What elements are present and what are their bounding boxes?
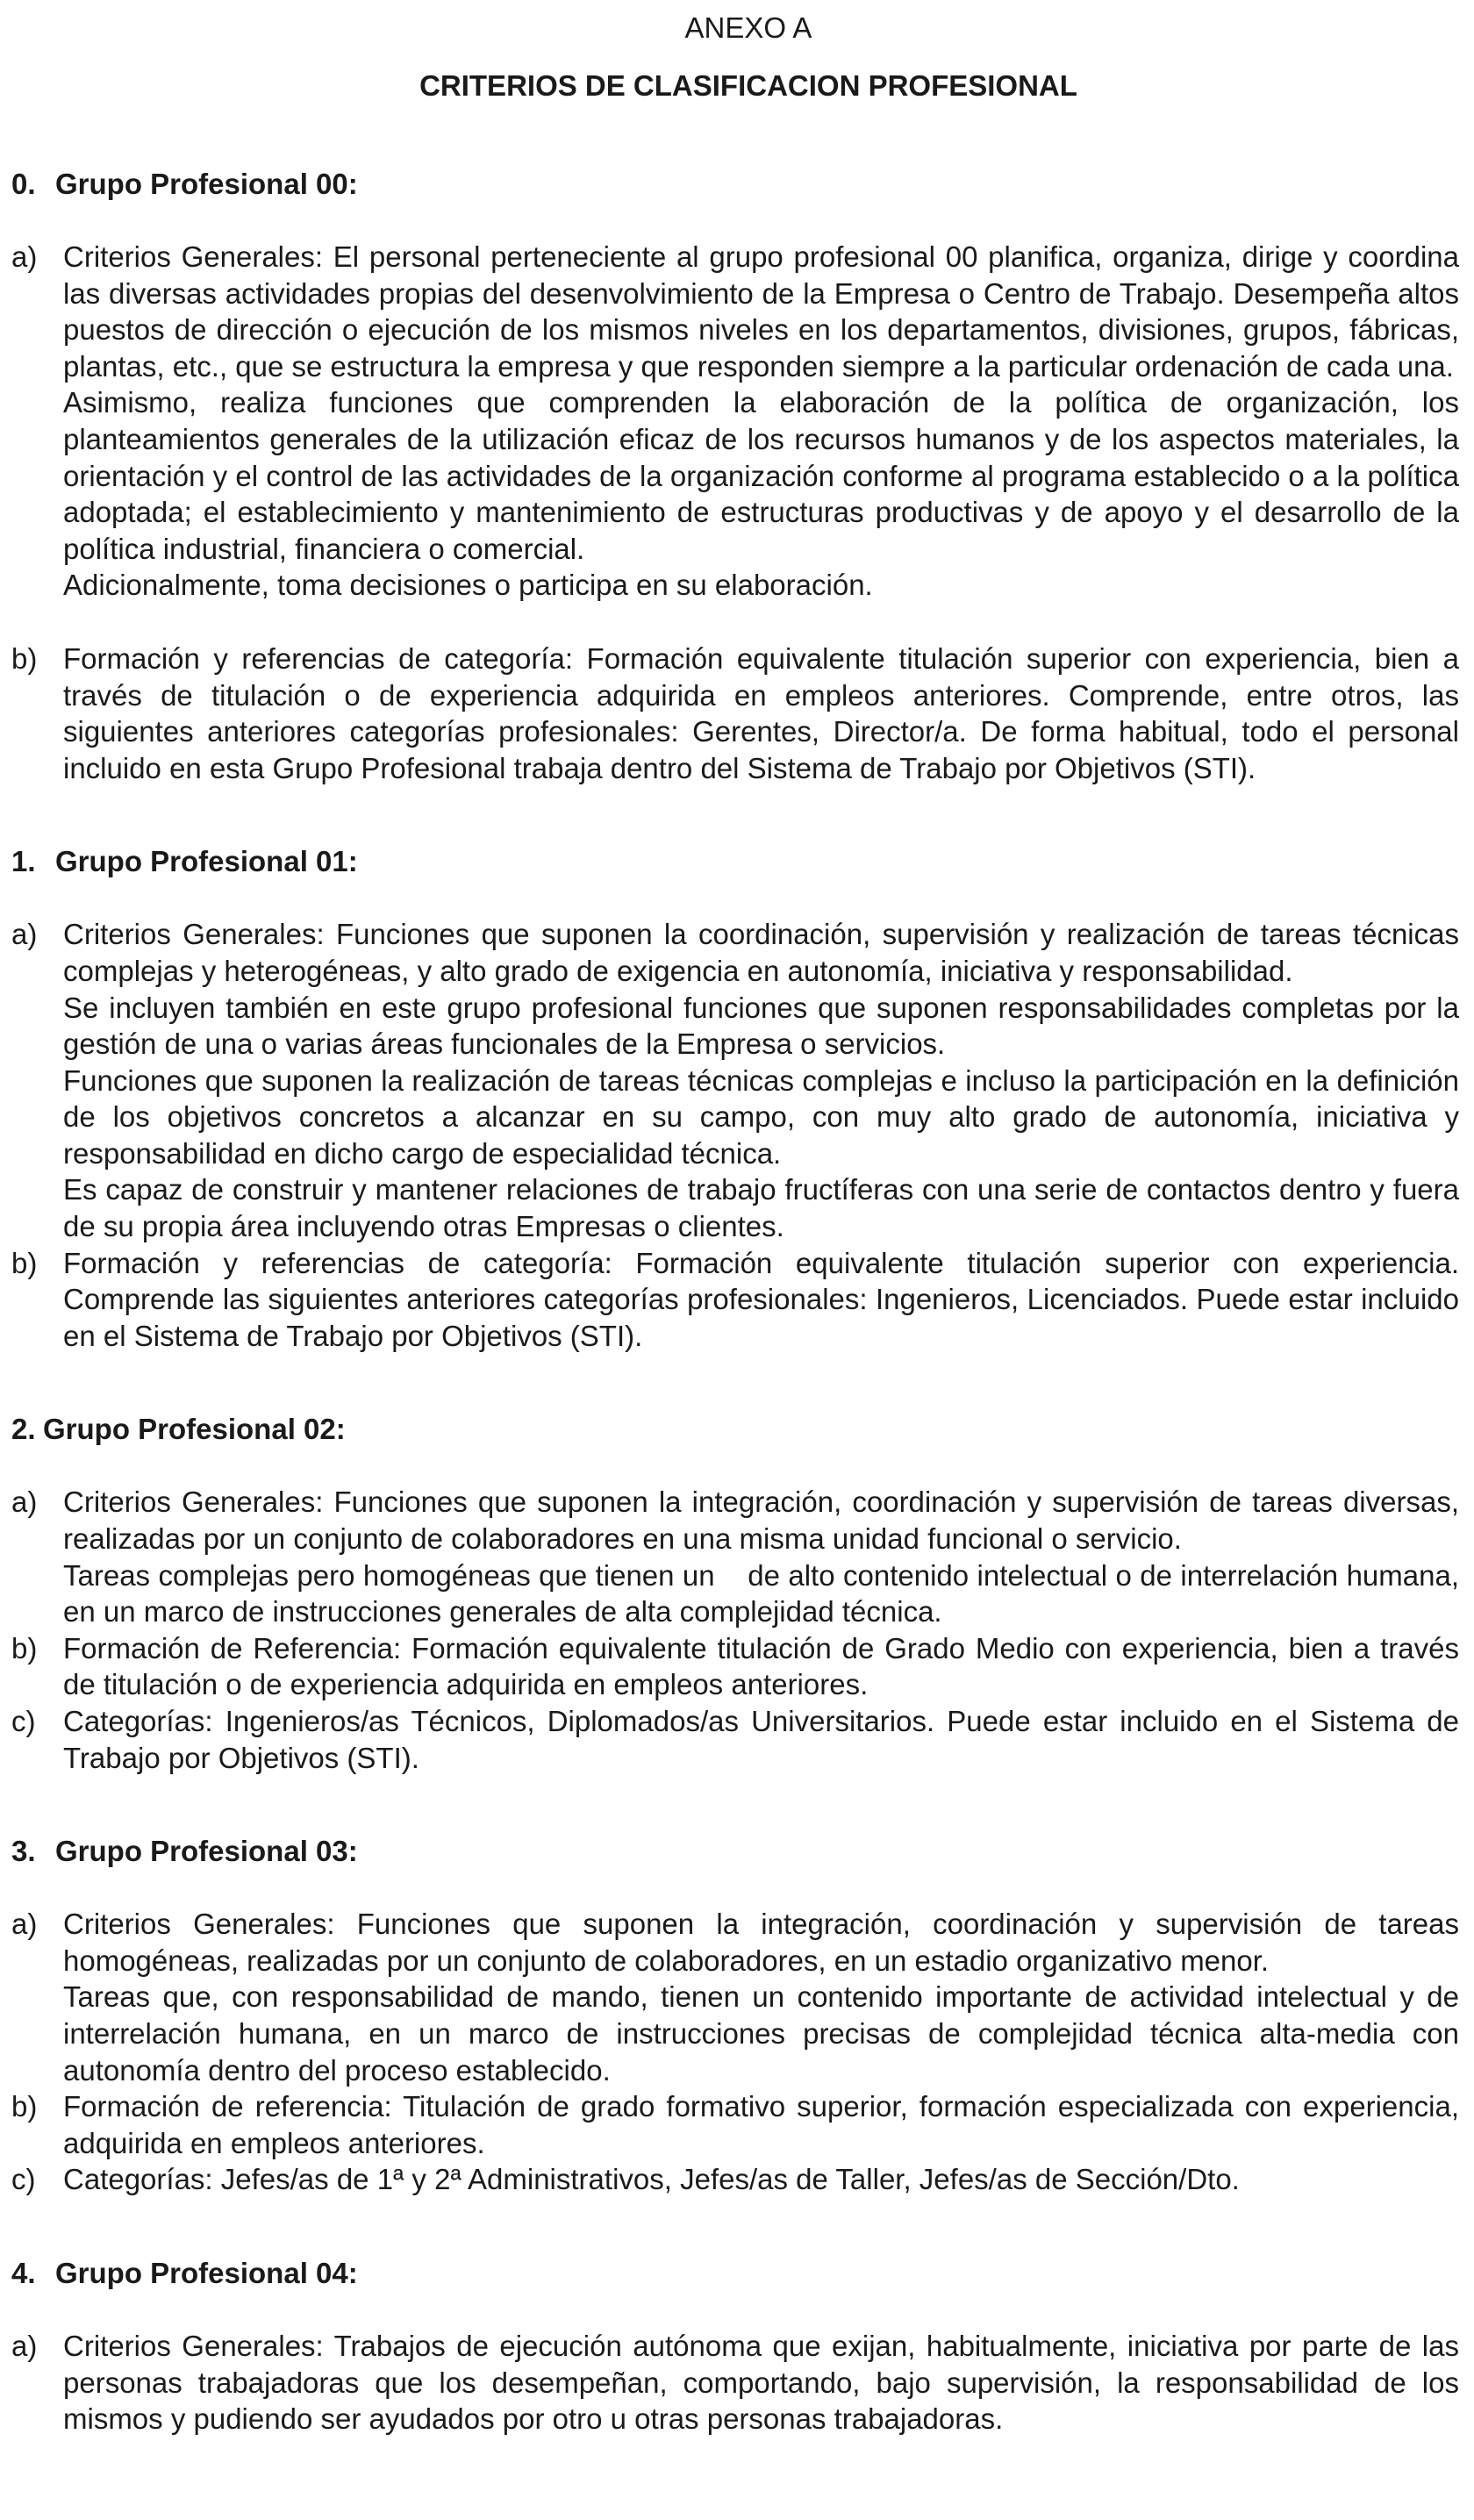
list-item-a (11, 1906, 1459, 2088)
item-body (63, 2328, 1459, 2438)
group-section-00 (11, 167, 1459, 786)
item-marker: a) (11, 1486, 38, 1519)
list-item-b (11, 1630, 1459, 1703)
spacer (11, 2198, 1459, 2256)
spacer (11, 104, 1459, 167)
group-heading-04 (11, 2256, 1459, 2291)
item-body (63, 1630, 1459, 1703)
item-marker: c) (11, 1705, 36, 1737)
item-body (63, 239, 1459, 604)
paragraph: Tareas complejas pero homogéneas que tienen un de alto contenido intelectual o de interrelación humana, en un marco de instrucciones generales de alta complejidad técnica. (63, 1558, 1459, 1629)
paragraph: Asimismo, realiza funciones que comprenden la elaboración de la política de organización, los planteamientos generales de la utilización eficaz de los recursos humanos y de los aspectos materiales, la orientación y el control de las actividades de la organización conforme al programa establecido o a la política adoptada; el establecimiento y mantenimiento de estructuras productivas y de apoyo y el desarrollo de la política industrial, financiera o comercial. (63, 386, 1459, 565)
group-number: 4. (11, 2256, 36, 2289)
paragraph: Formación y referencias de categoría: Formación equivalente titulación superior con experiencia. Comprende las siguientes anteriores categorías profesionales: Ingenieros, Licenciados. Puede estar incluido en el Sistema de Trabajo por Objetivos (STI). (63, 1246, 1459, 1352)
spacer (11, 1776, 1459, 1834)
group-heading-03 (11, 1834, 1459, 1869)
group-section-04 (11, 2256, 1459, 2438)
document-title: CRITERIOS DE CLASIFICACION PROFESIONAL (419, 69, 1077, 102)
item-body (63, 2088, 1459, 2161)
item-marker: b) (11, 1631, 38, 1664)
paragraph: Se incluyen también en este grupo profesional funciones que suponen responsabilidades completas por la gestión de una o varias áreas funcionales de la Empresa o servicios. (63, 991, 1459, 1061)
item-marker: a) (11, 1908, 38, 1941)
spacer (11, 1869, 1459, 1906)
paragraph: Categorías: Jefes/as de 1ª y 2ª Administrativos, Jefes/as de Taller, Jefes/as de Sección/Dto. (63, 2163, 1240, 2196)
group-title: Grupo Profesional 03: (55, 1835, 358, 1868)
item-body (63, 2161, 1459, 2198)
paragraph: Formación de referencia: Titulación de grado formativo superior, formación especializada con experiencia, adquirida en empleos anteriores. (63, 2090, 1459, 2159)
group-number: 1. (11, 845, 36, 878)
spacer (11, 604, 1459, 641)
item-marker: b) (11, 1246, 38, 1279)
item-marker: a) (11, 240, 38, 273)
list-item-a (11, 916, 1459, 1244)
paragraph: Tareas que, con responsabilidad de mando, tienen un contenido importante de actividad intelectual y de interrelación humana, en un marco de instrucciones precisas de complejidad técnica alta-media con autonomía dentro del proceso establecido. (63, 1980, 1459, 2087)
group-number: 2. (11, 1413, 36, 1446)
spacer (11, 1447, 1459, 1484)
item-marker: c) (11, 2163, 36, 2196)
item-body (63, 1906, 1459, 2088)
paragraph: Funciones que suponen la realización de tareas técnicas complejas e incluso la participación en la definición de los objetivos concretos a alcanzar en su campo, con muy alto grado de autonomía, iniciativa y responsabilidad en dicho cargo de especialidad técnica. (63, 1063, 1459, 1170)
list-item-b (11, 2088, 1459, 2161)
group-heading-02 (11, 1412, 1459, 1447)
paragraph: Formación y referencias de categoría: Formación equivalente titulación superior con experiencia, bien a través de titulación o de experiencia adquirida en empleos anteriores. Comprende, entre otros, las siguientes anteriores categorías profesionales: Gerentes, Director/a. De forma habitual, todo el personal incluido en esta Grupo Profesional trabaja dentro del Sistema de Trabajo por Objetivos (STI). (63, 641, 1459, 784)
spacer (11, 202, 1459, 239)
paragraph: Criterios Generales: Funciones que suponen la integración, coordinación y supervisión de tareas homogéneas, realizadas por un conjunto de colaboradores, en un estadio organizativo menor. (63, 1908, 1459, 1977)
group-title: Grupo Profesional 02: (43, 1413, 346, 1446)
list-item-a (11, 1484, 1459, 1629)
group-heading-01 (11, 844, 1459, 879)
paragraph: Criterios Generales: Funciones que suponen la integración, coordinación y supervisión de tareas diversas, realizadas por un conjunto de colaboradores en una misma unidad funcional o servicio. (63, 1486, 1459, 1556)
item-body (63, 641, 1459, 786)
paragraph: Es capaz de construir y mantener relaciones de trabajo fructíferas con una serie de contactos dentro y fuera de su propia área incluyendo otras Empresas o clientes. (63, 1173, 1459, 1243)
item-body (63, 916, 1459, 1244)
list-item-a (11, 239, 1459, 604)
spacer (11, 879, 1459, 916)
paragraph: Criterios Generales: Trabajos de ejecución autónoma que exijan, habitualmente, iniciativa por parte de las personas trabajadoras que los desempeñan, comportando, bajo supervisión, la responsabilidad de los mismos y pudiendo ser ayudados por otro u otras personas trabajadoras. (63, 2329, 1459, 2436)
list-item-c (11, 2161, 1459, 2198)
group-number: 0. (11, 168, 36, 200)
item-marker: b) (11, 2090, 38, 2123)
item-marker: b) (11, 641, 38, 675)
group-section-03 (11, 1834, 1459, 2198)
annex-label: ANEXO A (684, 11, 812, 44)
paragraph: Criterios Generales: El personal perteneciente al grupo profesional 00 planifica, organiza, dirige y coordina las diversas actividades propias del desenvolvimiento de la Empresa o Centro de Trabajo. Desempeña altos puestos de dirección o ejecución de los mismos niveles en los departamentos, divisiones, grupos, fábricas, plantas, etc., que se estructura la empresa y que responden siempre a la particular ordenación de cada una. (63, 240, 1459, 383)
item-marker: a) (11, 2329, 38, 2362)
paragraph: Formación de Referencia: Formación equivalente titulación de Grado Medio con experiencia, bien a través de titulación o de experiencia adquirida en empleos anteriores. (63, 1631, 1459, 1701)
paragraph: Categorías: Ingenieros/as Técnicos, Diplomados/as Universitarios. Puede estar incluido en el Sistema de Trabajo por Objetivos (STI). (63, 1705, 1459, 1774)
group-heading-00 (11, 167, 1459, 202)
group-title: Grupo Profesional 00: (55, 168, 358, 200)
item-body (63, 1245, 1459, 1355)
paragraph: Adicionalmente, toma decisiones o participa en su elaboración. (63, 569, 873, 602)
group-title: Grupo Profesional 01: (55, 845, 358, 878)
group-number: 3. (11, 1835, 36, 1868)
item-body (63, 1484, 1459, 1629)
item-marker: a) (11, 918, 38, 951)
list-item-c (11, 1703, 1459, 1776)
group-section-02 (11, 1412, 1459, 1776)
spacer (11, 1354, 1459, 1412)
group-section-01 (11, 844, 1459, 1354)
group-title: Grupo Profesional 04: (55, 2256, 358, 2289)
list-item-b (11, 1245, 1459, 1355)
paragraph: Criterios Generales: Funciones que suponen la coordinación, supervisión y realización de tareas técnicas complejas y heterogéneas, y alto grado de exigencia en autonomía, iniciativa y responsabilidad. (63, 918, 1459, 987)
spacer (11, 786, 1459, 844)
list-item-b (11, 641, 1459, 786)
list-item-a (11, 2328, 1459, 2438)
spacer (11, 2291, 1459, 2328)
item-body (63, 1703, 1459, 1776)
